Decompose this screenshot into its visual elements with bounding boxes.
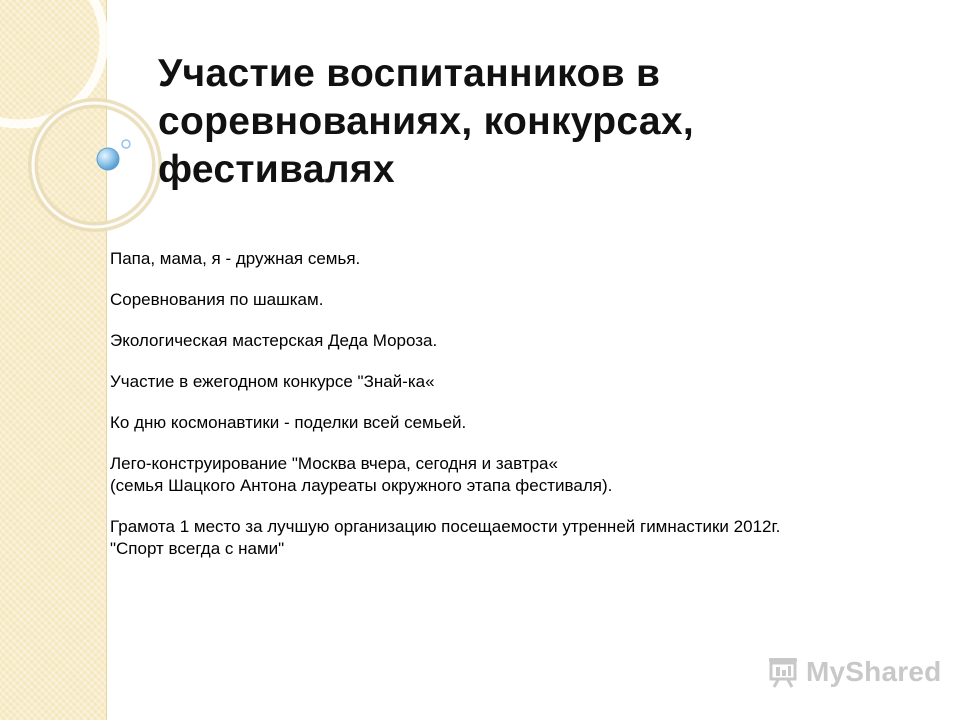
- page-title: Участие воспитанников в соревнованиях, конкурсах, фестивалях: [158, 52, 694, 191]
- item-text: Участие в ежегодном конкурсе "Знай-ка«: [110, 372, 435, 391]
- list-item: [110, 453, 958, 497]
- presentation-board-icon: [766, 655, 800, 689]
- item-text: Ко дню космонавтики - поделки всей семьей.: [110, 413, 467, 432]
- small-ring-icon: [122, 140, 130, 148]
- item-text: Соревнования по шашкам.: [110, 290, 324, 309]
- list-item: [110, 289, 958, 311]
- list-item: [110, 412, 958, 434]
- list-item: [110, 516, 958, 560]
- list-item: [110, 330, 958, 352]
- item-text: Папа, мама, я - дружная семья.: [110, 249, 361, 268]
- inner-decor-arc: [33, 103, 157, 227]
- item-text: Экологическая мастерская Деда Мороза.: [110, 331, 438, 350]
- list-item: [110, 248, 958, 270]
- achievement-list: [110, 248, 958, 579]
- item-text: Лего-конструирование "Москва вчера, сегодня и завтра«: [110, 454, 558, 473]
- myshared-watermark: [766, 652, 941, 692]
- item-text: Грамота 1 место за лучшую организацию посещаемости утренней гимнастики 2012г.: [110, 517, 781, 536]
- list-item: [110, 371, 958, 393]
- watermark-text: MyShared: [806, 656, 942, 687]
- item-text: "Спорт всегда с нами": [110, 539, 285, 558]
- item-text: (семья Шацкого Антона лауреаты окружного этапа фестиваля).: [110, 476, 613, 495]
- blue-bullet-icon: [97, 148, 119, 170]
